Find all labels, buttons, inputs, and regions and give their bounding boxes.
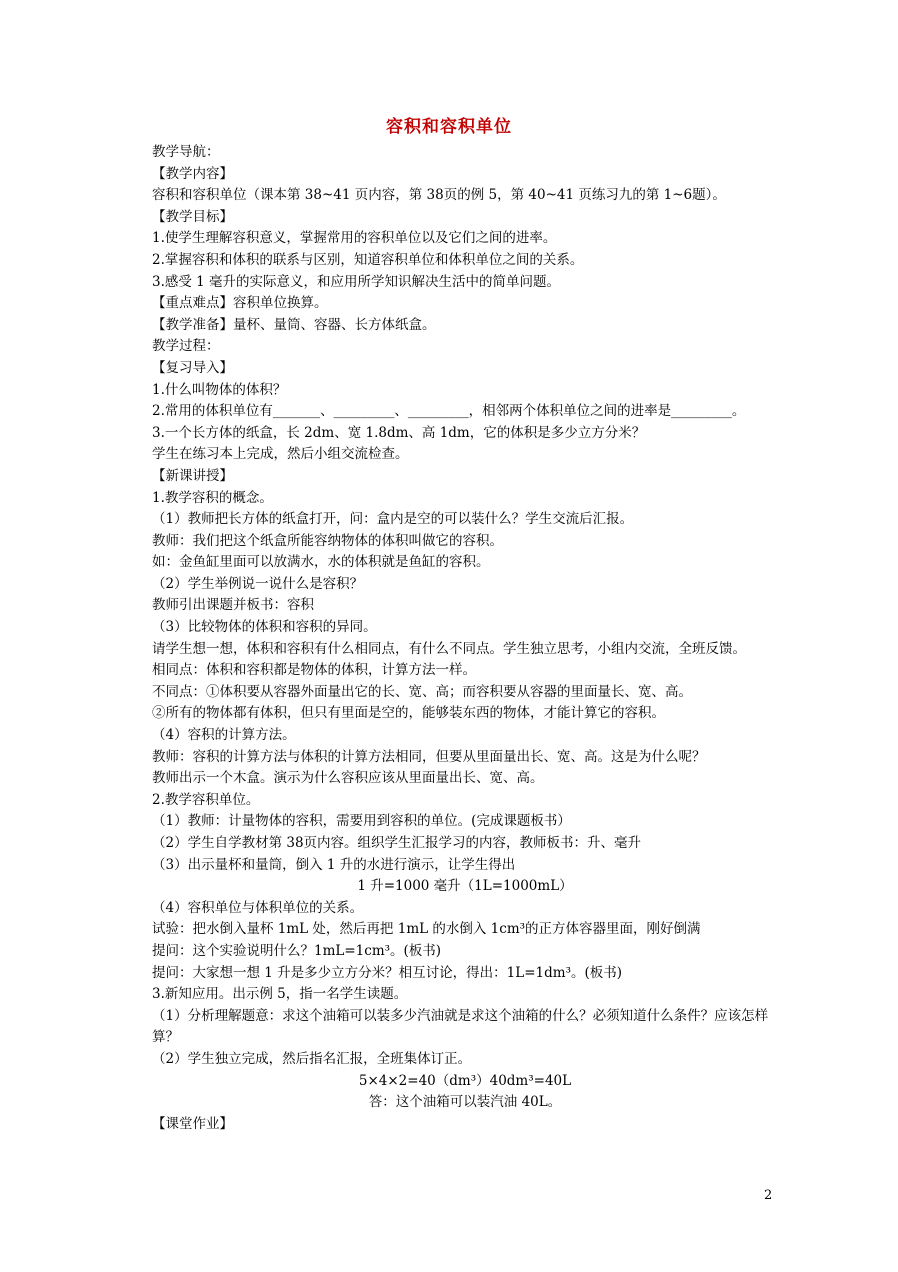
text-line: 2.常用的体积单位有_______、_________、_________，相邻两个体积单位之间的进率是_________。 bbox=[152, 403, 746, 420]
answer-line: 答：这个油箱可以装汽油 40L。 bbox=[368, 1094, 562, 1111]
text-line: 相同点：体积和容积都是物体的体积，计算方法一样。 bbox=[152, 662, 476, 679]
formula-line: 5×4×2=40（dm³）40dm³=40L bbox=[358, 1072, 572, 1089]
text-line: （1）分析理解题意：求这个油箱可以装多少汽油就是求这个油箱的什么？必须知道什么条件？应该怎样算？ bbox=[152, 1007, 769, 1046]
text-line: （3）出示量杯和量筒，倒入 1 升的水进行演示，让学生得出 bbox=[152, 856, 516, 873]
text-line: 3.一个长方体的纸盒，长 2dm、宽 1.8dm、高 1dm，它的体积是多少立方分米？ bbox=[152, 424, 646, 441]
text-line: （3）比较物体的体积和容积的异同。 bbox=[152, 619, 377, 636]
text-line: （2）学生独立完成，然后指名汇报，全班集体订正。 bbox=[152, 1050, 472, 1067]
text-line: 1.什么叫物体的体积？ bbox=[152, 381, 287, 398]
section-heading: 【复习导入】 bbox=[152, 359, 233, 376]
text-line: 3.感受 1 毫升的实际意义，和应用所学知识解决生活中的简单问题。 bbox=[152, 273, 561, 290]
text-line: 教师：我们把这个纸盒所能容纳物体的体积叫做它的容积。 bbox=[152, 532, 503, 549]
text-line: 2.掌握容积和体积的联系与区别，知道容积单位和体积单位之间的关系。 bbox=[152, 251, 584, 268]
text-line: （2）学生自学教材第 38页内容。组织学生汇报学习的内容，教师板书：升、毫升 bbox=[152, 835, 642, 851]
text-line: 不同点：①体积要从容器外面量出它的长、宽、高；而容积要从容器的里面量长、宽、高。 bbox=[152, 683, 692, 700]
text-line: 【教学准备】量杯、量筒、容器、长方体纸盒。 bbox=[152, 316, 436, 333]
text-line: 提问：大家想一想 1 升是多少立方分米？相互讨论，得出：1L=1dm³。(板书) bbox=[152, 964, 623, 981]
section-heading: 【新课讲授】 bbox=[152, 467, 233, 484]
text-line: 学生在练习本上完成，然后小组交流检查。 bbox=[152, 446, 409, 463]
text-line: 容积和容积单位（课本第 38~41 页内容，第 38页的例 5，第 40~41 页练习九的第 1~6题）。 bbox=[152, 187, 726, 204]
text-line: 试验：把水倒入量杯 1mL 处，然后再把 1mL 的水倒入 1cm³的正方体容器里面，刚好倒满 bbox=[152, 921, 701, 938]
section-heading: 【教学目标】 bbox=[152, 208, 233, 225]
text-line: 1.教学容积的概念。 bbox=[152, 489, 273, 506]
section-heading: 【课堂作业】 bbox=[152, 1115, 233, 1132]
text-line: 如：金鱼缸里面可以放满水，水的体积就是鱼缸的容积。 bbox=[152, 554, 490, 571]
text-line: （4）容积单位与体积单位的关系。 bbox=[152, 899, 364, 916]
text-line: 教学过程： bbox=[152, 338, 220, 355]
text-line: 3.新知应用。出示例 5，指一名学生读题。 bbox=[152, 986, 408, 1003]
text-line: （2）学生举例说一说什么是容积？ bbox=[152, 575, 364, 592]
section-heading: 【教学内容】 bbox=[152, 165, 233, 182]
document-title: 容积和容积单位 bbox=[386, 117, 512, 137]
document-body bbox=[152, 142, 778, 1135]
text-line: 教师出示一个木盒。演示为什么容积应该从里面量出长、宽、高。 bbox=[152, 770, 544, 787]
text-line: 1.使学生理解容积意义，掌握常用的容积单位以及它们之间的进率。 bbox=[152, 230, 557, 247]
page-number: 2 bbox=[764, 1188, 773, 1203]
text-line: 教师：容积的计算方法与体积的计算方法相同，但要从里面量出长、宽、高。这是为什么呢？ bbox=[152, 748, 706, 765]
text-line: 请学生想一想，体积和容积有什么相同点，有什么不同点。学生独立思考，小组内交流，全班反馈。 bbox=[152, 640, 746, 657]
text-line: 2.教学容积单位。 bbox=[152, 791, 260, 808]
text-line: （1）教师把长方体的纸盒打开，问：盒内是空的可以装什么？学生交流后汇报。 bbox=[152, 511, 634, 528]
text-line: ②所有的物体都有体积，但只有里面是空的，能够装东西的物体，才能计算它的容积。 bbox=[152, 705, 665, 722]
text-line: 教师引出课题并板书：容积 bbox=[152, 597, 314, 614]
text-line: （1）教师：计量物体的容积，需要用到容积的单位。(完成课题板书） bbox=[152, 813, 571, 830]
text-line: 教学导航： bbox=[152, 144, 220, 160]
text-line: 【重点难点】容积单位换算。 bbox=[152, 295, 328, 312]
text-line: 提问：这个实验说明什么？1mL=1cm³。(板书) bbox=[152, 942, 442, 959]
formula-line: 1 升=1000 毫升（1L=1000mL） bbox=[357, 878, 573, 895]
text-line: （4）容积的计算方法。 bbox=[152, 727, 296, 744]
